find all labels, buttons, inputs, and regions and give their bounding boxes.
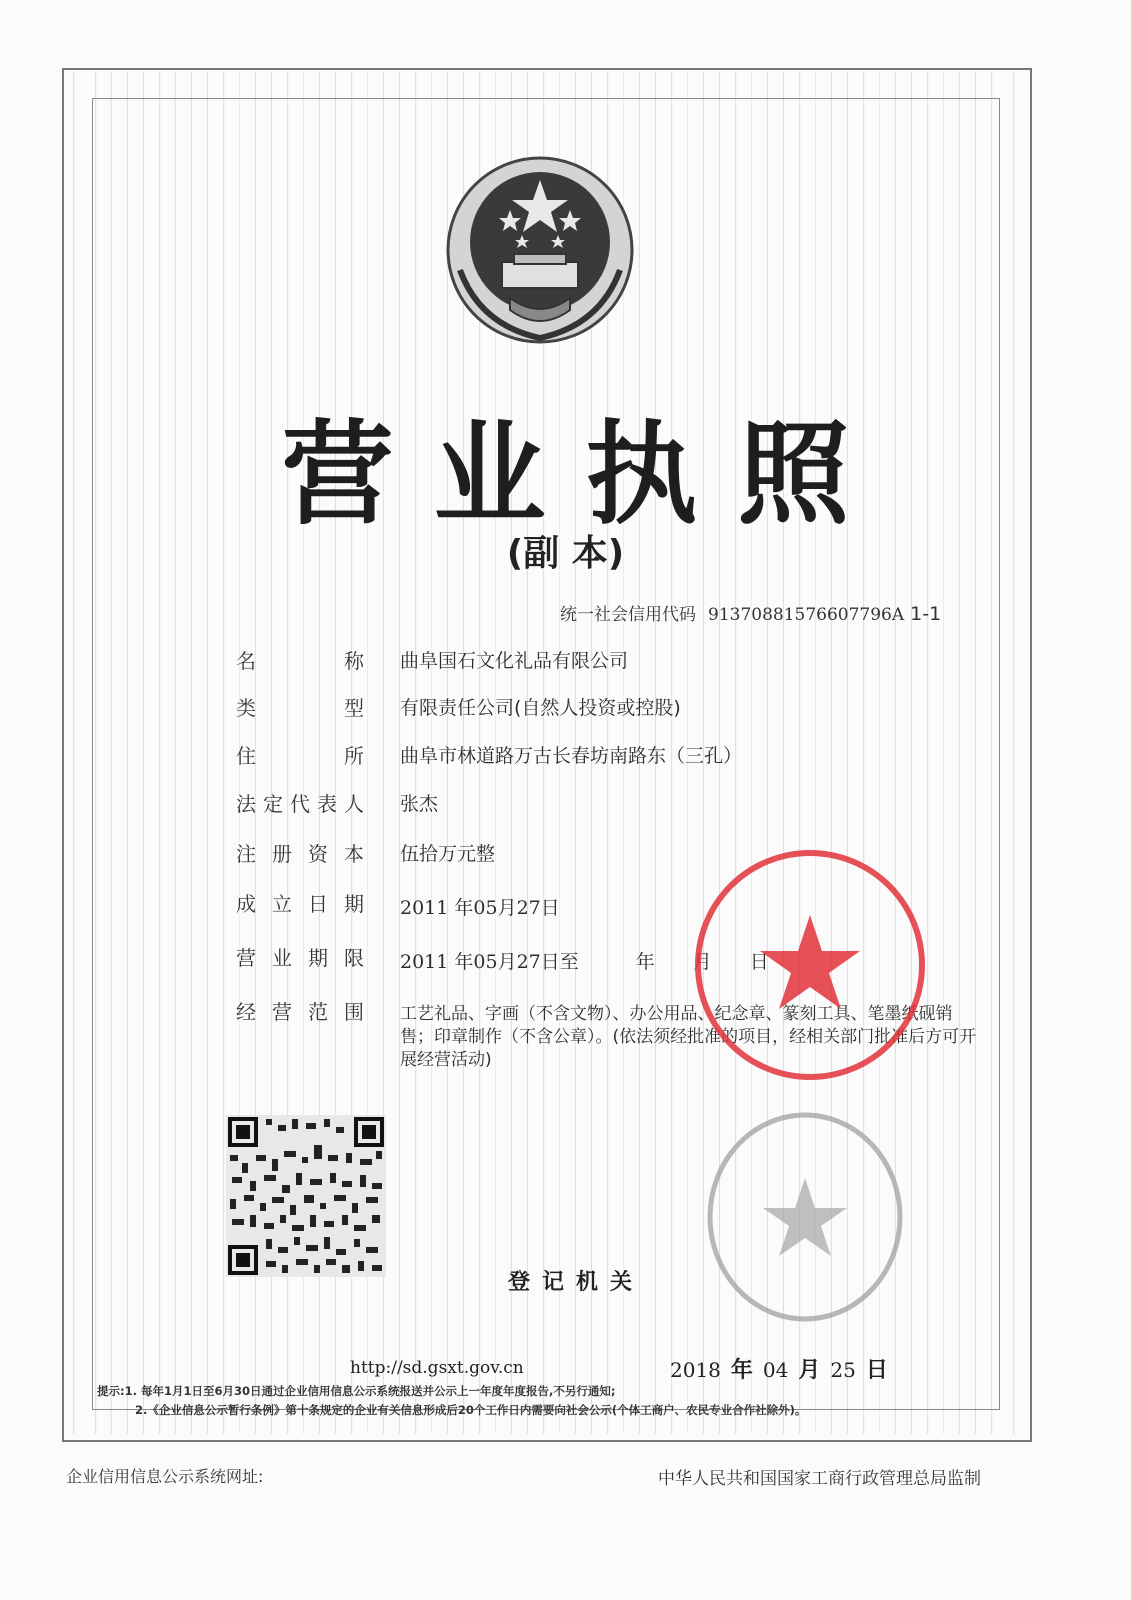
label-char: 型 xyxy=(344,696,364,720)
qr-code xyxy=(226,1115,386,1277)
value-name: 曲阜国石文化礼品有限公司 xyxy=(400,650,629,672)
year-unit: 年 xyxy=(730,1358,753,1383)
label-char: 围 xyxy=(344,1000,364,1024)
label-char: 定 xyxy=(263,792,283,816)
label-char: 类 xyxy=(236,696,256,720)
label-business-scope xyxy=(236,996,364,1025)
website-url: http://sd.gsxt.gov.cn xyxy=(350,1358,524,1378)
label-type xyxy=(236,692,364,721)
label-established xyxy=(236,888,364,917)
credit-code-label: 统一社会信用代码 xyxy=(560,605,696,625)
value-established: 2011 年05月27日 xyxy=(400,897,560,919)
label-char: 注 xyxy=(236,842,256,866)
label-char: 日 xyxy=(308,892,328,916)
registration-authority: 登记机关 xyxy=(508,1270,645,1295)
value-address: 曲阜市林道路万古长春坊南路东（三孔） xyxy=(400,745,743,767)
issue-month: 04 xyxy=(762,1358,789,1382)
label-char: 立 xyxy=(272,892,292,916)
label-legal-rep xyxy=(236,788,364,817)
issue-year: 2018 xyxy=(670,1358,721,1382)
label-char: 本 xyxy=(344,842,364,866)
footer-right: 中华人民共和国国家工商行政管理总局监制 xyxy=(658,1469,981,1489)
label-char: 业 xyxy=(272,946,292,970)
label-char: 范 xyxy=(308,1000,328,1024)
value-business-term: 2011 年05月27日至 年 月 日 xyxy=(400,951,769,973)
label-char: 限 xyxy=(344,946,364,970)
label-char: 名 xyxy=(236,649,256,673)
issue-date xyxy=(670,1353,898,1384)
footer-left: 企业信用信息公示系统网址: xyxy=(66,1467,264,1486)
document-title: 营业执照 xyxy=(281,410,890,540)
day-unit: 日 xyxy=(865,1358,888,1383)
value-business-scope: 工艺礼品、字画（不含文物）、办公用品、纪念章、篆刻工具、笔墨纸砚销售；印章制作（不含公章）。(依法须经批准的项目，经相关部门批准后方可开展经营活动) xyxy=(400,1004,977,1070)
authority-seal-icon xyxy=(705,1110,905,1325)
label-char: 代 xyxy=(290,792,310,816)
label-char: 法 xyxy=(236,792,256,816)
value-capital: 伍拾万元整 xyxy=(400,843,496,865)
label-capital xyxy=(236,838,364,867)
label-char: 住 xyxy=(236,744,256,768)
credit-code-line xyxy=(560,600,941,625)
label-char: 资 xyxy=(308,842,328,866)
label-address xyxy=(236,740,364,769)
label-char: 册 xyxy=(272,842,292,866)
page-mark: 1-1 xyxy=(910,603,942,625)
label-char: 经 xyxy=(236,1000,256,1024)
national-emblem-icon xyxy=(440,150,640,350)
label-business-term xyxy=(236,942,364,971)
label-char: 成 xyxy=(236,892,256,916)
label-name xyxy=(236,645,364,674)
issue-day: 25 xyxy=(830,1358,856,1382)
label-char: 期 xyxy=(308,946,328,970)
tip-line-2: 2.《企业信息公示暂行条例》第十条规定的企业有关信息形成后20个工作日内需要向社会公示(个体工商户、农民专业合作社除外)。 xyxy=(135,1403,807,1417)
credit-code-value: 91370881576607796A xyxy=(708,605,905,625)
company-seal-icon xyxy=(690,845,930,1085)
label-char: 所 xyxy=(344,744,364,768)
value-type: 有限责任公司(自然人投资或控股) xyxy=(400,697,681,719)
value-legal-rep: 张杰 xyxy=(400,793,439,815)
label-char: 期 xyxy=(344,892,364,916)
document-subtitle: (副 本) xyxy=(506,533,625,574)
label-char: 营 xyxy=(236,946,256,970)
tip-line-1: 提示:1. 每年1月1日至6月30日通过企业信用信息公示系统报送并公示上一年度年度报告,不另行通知; xyxy=(97,1384,616,1398)
month-unit: 月 xyxy=(798,1358,821,1383)
label-char: 营 xyxy=(272,1000,292,1024)
label-char: 称 xyxy=(344,649,364,673)
label-char: 人 xyxy=(344,792,364,816)
label-char: 表 xyxy=(317,792,337,816)
